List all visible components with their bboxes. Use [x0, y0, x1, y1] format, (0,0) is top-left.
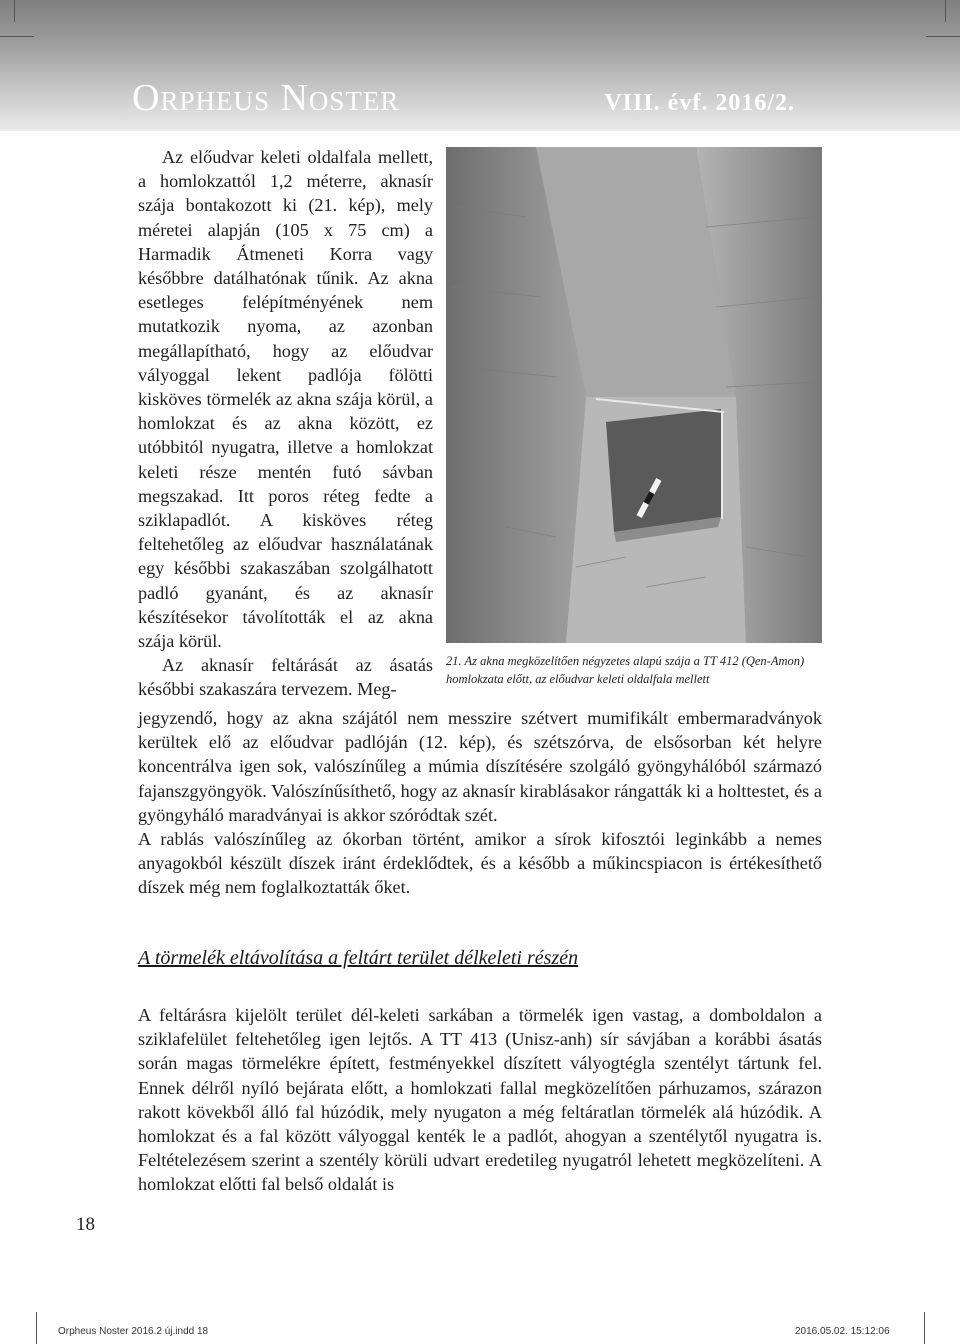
issue-label: VIII. évf. 2016/2.	[604, 90, 795, 116]
shaft-photo-illustration	[446, 147, 822, 643]
footer-file: Orpheus Noster 2016.2 új.indd 18	[58, 1326, 209, 1337]
crop-mark	[0, 36, 34, 37]
figure-caption	[446, 652, 826, 688]
caption-line: homlokzata előtt, az előudvar keleti oldalfala mellett	[446, 672, 710, 686]
caption-line: 21. Az akna megközelítően négyzetes alapú szája a TT 412 (Qen-Amon)	[446, 654, 805, 668]
footer-timestamp: 2016.05.02. 15:12:06	[795, 1326, 890, 1337]
paragraph-continuation: jegyzendő, hogy az akna szájától nem messzire szétvert mumifikált embermaradványok kerültek elő az előudvar padlóján (12. kép), és szétszórva, de elsősorban két helyre koncentrálva igen sok, valószínűleg a múmia díszítésére szolgáló gyöngyhálóból származó fajanszgyöngyök. Valószínűsíthető, hogy az aknasír kirablásakor rángatták ki a holttestet, és a gyöngyháló maradványai is akkor szóródtak szét.	[138, 708, 822, 825]
crop-mark	[926, 36, 960, 37]
paragraph: Az aknasír feltárását az ásatás későbbi szakaszára tervezem. Meg-	[138, 655, 433, 700]
page-number: 18	[76, 1214, 95, 1235]
crop-mark	[14, 0, 15, 22]
crop-mark	[945, 0, 946, 22]
left-column	[138, 145, 433, 702]
paragraph: A rablás valószínűleg az ókorban történt, amikor a sírok kifosztói leginkább a nemes anyagokból készült díszek iránt érdeklődtek, és a később a műkincspiacon is értékesíthető díszek még nem foglalkoztatták őket.	[138, 829, 822, 898]
paragraph: Az előudvar keleti oldalfala mellett, a homlokzattól 1,2 méterre, aknasír szája bontakozott ki (21. kép), mely méretei alapján (105 x 75 cm) a Harmadik Átmeneti Korra vagy későbbre datálhatónak tűnik. Az akna esetleges felépítményének nem mutatkozik nyoma, az azonban megállapítható, hogy az előudvar vályoggal lekent padlója fölötti kisköves törmelék az akna szája körül, a homlokzat és az akna között, ez utóbbitól nyugatra, illetve a homlokzat keleti része mentén futó sávban megszakad. Itt poros réteg fedte a sziklapadlót. A kisköves réteg feltehetőleg az előudvar használatának egy későbbi szakaszában szolgálhatott padló gyanánt, és az aknasír készítésekor távolították el az akna szája körül.	[138, 147, 433, 652]
section-heading: A törmelék eltávolítása a feltárt terület délkeleti részén	[138, 947, 579, 969]
excavation-photo	[446, 147, 822, 643]
magazine-title: Orpheus Noster	[132, 77, 400, 119]
crop-mark	[924, 1312, 925, 1344]
full-width-text	[138, 706, 822, 900]
section-text	[138, 1003, 822, 1197]
paragraph: A feltárásra kijelölt terület dél-keleti sarkában a törmelék igen vastag, a domboldalon a sziklafelület feltehetőleg igen lejtős. A TT 413 (Unisz-anh) sír sávjában a korábbi ásatás során magas törmelékre épített, festményekkel díszített vályogtégla szentélyt tártunk fel. Ennek délről nyíló bejárata előtt, a homlokzati fallal megközelítően párhuzamos, szárazon rakott kövekből álló fal húzódik, mely nyugaton a még feltáratlan törmelék alá húzódik. A homlokzat és a fal között vályoggal kenték le a padlót, ahogyan a szentélytől nyugatra is. Feltételezésem szerint a szentély körüli udvart eredetileg nyugatról lehetett megközelíteni. A homlokzat előtti fal belső oldalát is	[138, 1005, 822, 1195]
crop-mark	[36, 1312, 37, 1344]
